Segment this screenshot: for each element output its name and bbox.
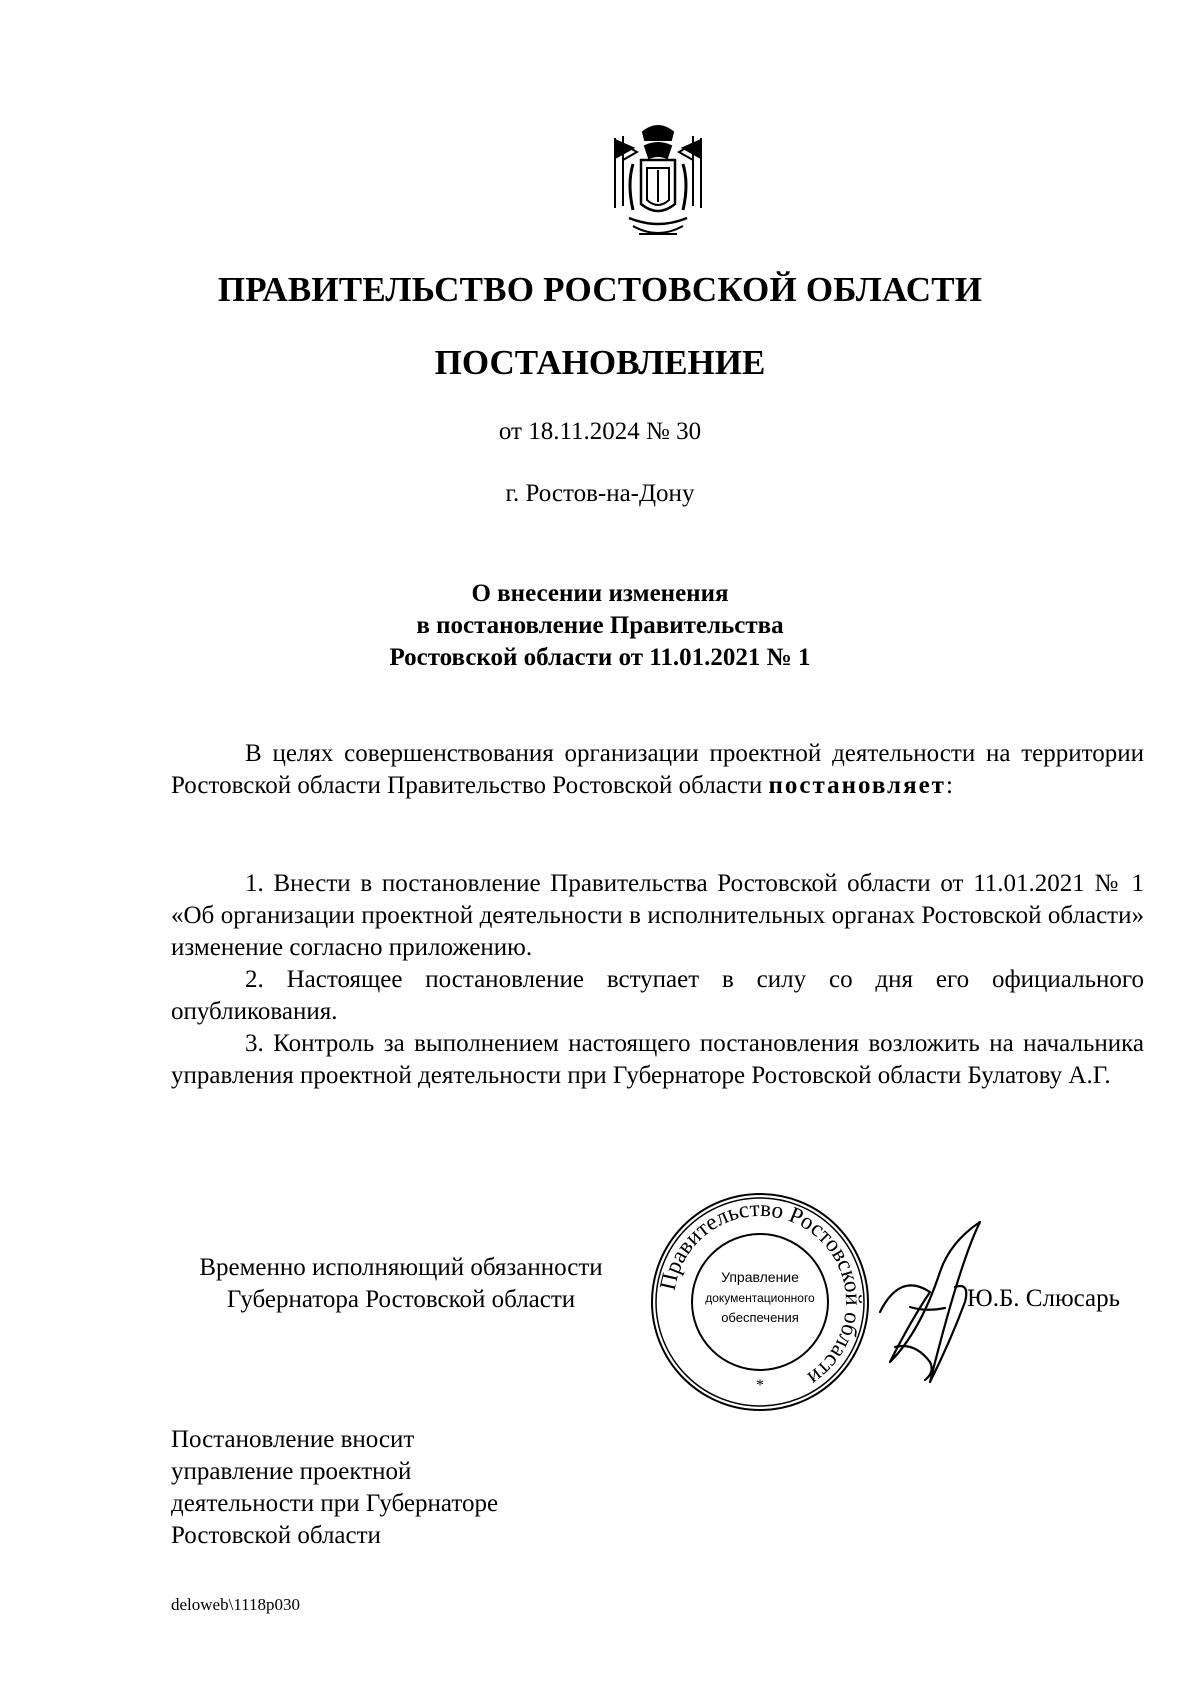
decree-item: 3. Контроль за выполнением настоящего постановления возложить на начальника управления проектной деятельности при Губернаторе Ростовской области Булатову А.Г.: [171, 1030, 1144, 1089]
coat-of-arms-icon: [603, 118, 713, 248]
preamble-colon: :: [945, 772, 953, 799]
decree-word: постановляет: [768, 772, 946, 799]
subject-line: в постановление Правительства: [416, 612, 784, 639]
signatory-title: [171, 1252, 631, 1316]
contractor-block: [171, 1424, 498, 1552]
subject-line: Ростовской области от 11.01.2021 № 1: [389, 644, 811, 671]
signatory-title-line: Временно исполняющий обязанности: [199, 1254, 603, 1281]
decree-items: [171, 868, 1144, 1092]
document-type: ПОСТАНОВЛЕНИЕ: [434, 343, 766, 382]
stamp-center-line: Управление: [721, 1269, 799, 1285]
signatory-title-line: Губернатора Ростовской области: [226, 1286, 576, 1313]
signatory-name: Ю.Б. Слюсарь: [967, 1285, 1121, 1312]
stamp-ring-text: Правительство Ростовской области: [654, 1195, 867, 1391]
preamble: [171, 738, 1144, 802]
date-number: от 18.11.2024 № 30: [498, 418, 702, 445]
stamp-center-line: обеспечения: [721, 1310, 799, 1325]
decree-item: 1. Внести в постановление Правительства Ростовской области от 11.01.2021 № 1 «Об организации проектной деятельности в исполнительных органах Ростовской области» изменение согласно приложению.: [171, 870, 1144, 961]
contractor-line: Постановление вносит: [171, 1426, 415, 1453]
stamp-center-line: документационного: [705, 1291, 815, 1305]
contractor-line: деятельности при Губернаторе: [171, 1490, 499, 1517]
organization-title: ПРАВИТЕЛЬСТВО РОСТОВСКОЙ ОБЛАСТИ: [217, 270, 983, 309]
city: г. Ростов-на-Дону: [505, 480, 695, 507]
official-stamp: [648, 1190, 872, 1414]
preamble-text: В целях совершенствования организации проектной деятельности на территории Ростовской области Правительство Ростовской области: [171, 740, 1144, 799]
stamp-star: *: [756, 1377, 764, 1394]
contractor-line: управление проектной: [171, 1458, 412, 1485]
decree-item: 2. Настоящее постановление вступает в силу со дня его официального опубликования.: [171, 966, 1144, 1025]
contractor-line: Ростовской области: [171, 1522, 381, 1549]
subject-line: О внесении изменения: [471, 580, 729, 607]
file-reference: deloweb\1118p030: [171, 1595, 301, 1614]
document-subject: [0, 578, 1200, 674]
preamble-paragraph: [171, 738, 1144, 802]
